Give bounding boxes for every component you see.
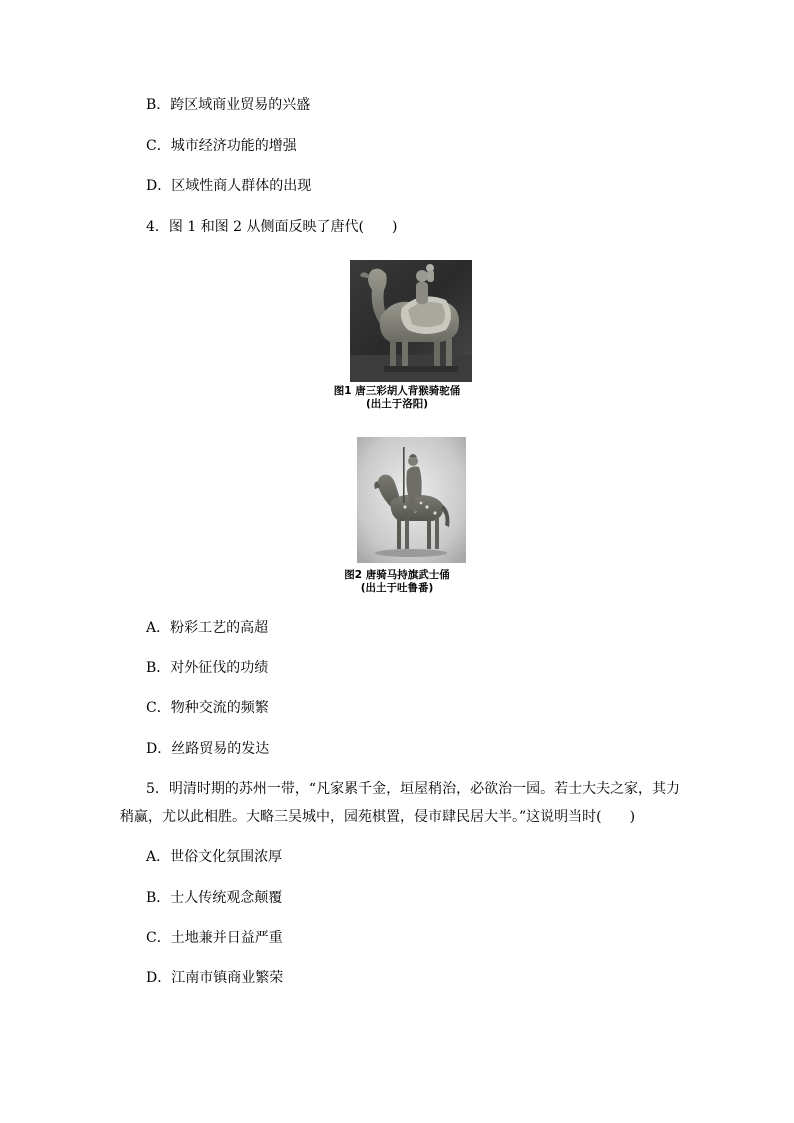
q5-option-a: A．世俗文化氛围浓厚 [146,849,283,865]
q4-option-c: C．物种交流的频繁 [146,700,269,716]
figure-1-camel-figurine-image [350,260,472,382]
q5-stem-line-2: 稍赢，尤以此相胜。大略三吴城中，园苑棋置，侵市肆民居大半。”这说明当时( ) [120,809,636,825]
q4-stem: 4．图 1 和图 2 从侧面反映了唐代( ) [146,219,398,235]
figure-2-caption-source: (出土于吐鲁番) [360,582,434,594]
q5-option-d: D．江南市镇商业繁荣 [146,970,284,986]
figure-1-caption-title: 图1 唐三彩胡人背猴骑驼俑 [333,385,461,397]
q3-option-d: D．区域性商人群体的出现 [146,178,312,194]
q3-option-c: C．城市经济功能的增强 [146,138,297,154]
q4-option-a: A．粉彩工艺的高超 [146,620,269,636]
q5-option-b: B．士人传统观念颠覆 [146,890,283,906]
q3-option-b: B．跨区域商业贸易的兴盛 [146,97,311,113]
q4-option-b: B．对外征伐的功绩 [146,660,269,676]
q5-option-c: C．土地兼并日益严重 [146,930,283,946]
figure-1-caption-source: (出土于洛阳) [365,398,429,410]
figure-2-horse-rider-image [357,437,466,563]
figure-2-caption-title: 图2 唐骑马持旗武士俑 [344,569,450,581]
q4-option-d: D．丝路贸易的发达 [146,741,270,757]
q5-stem-line-1: 5．明清时期的苏州一带，“凡家累千金，垣屋稍治，必欲治一园。若士大夫之家，其力 [146,781,681,797]
